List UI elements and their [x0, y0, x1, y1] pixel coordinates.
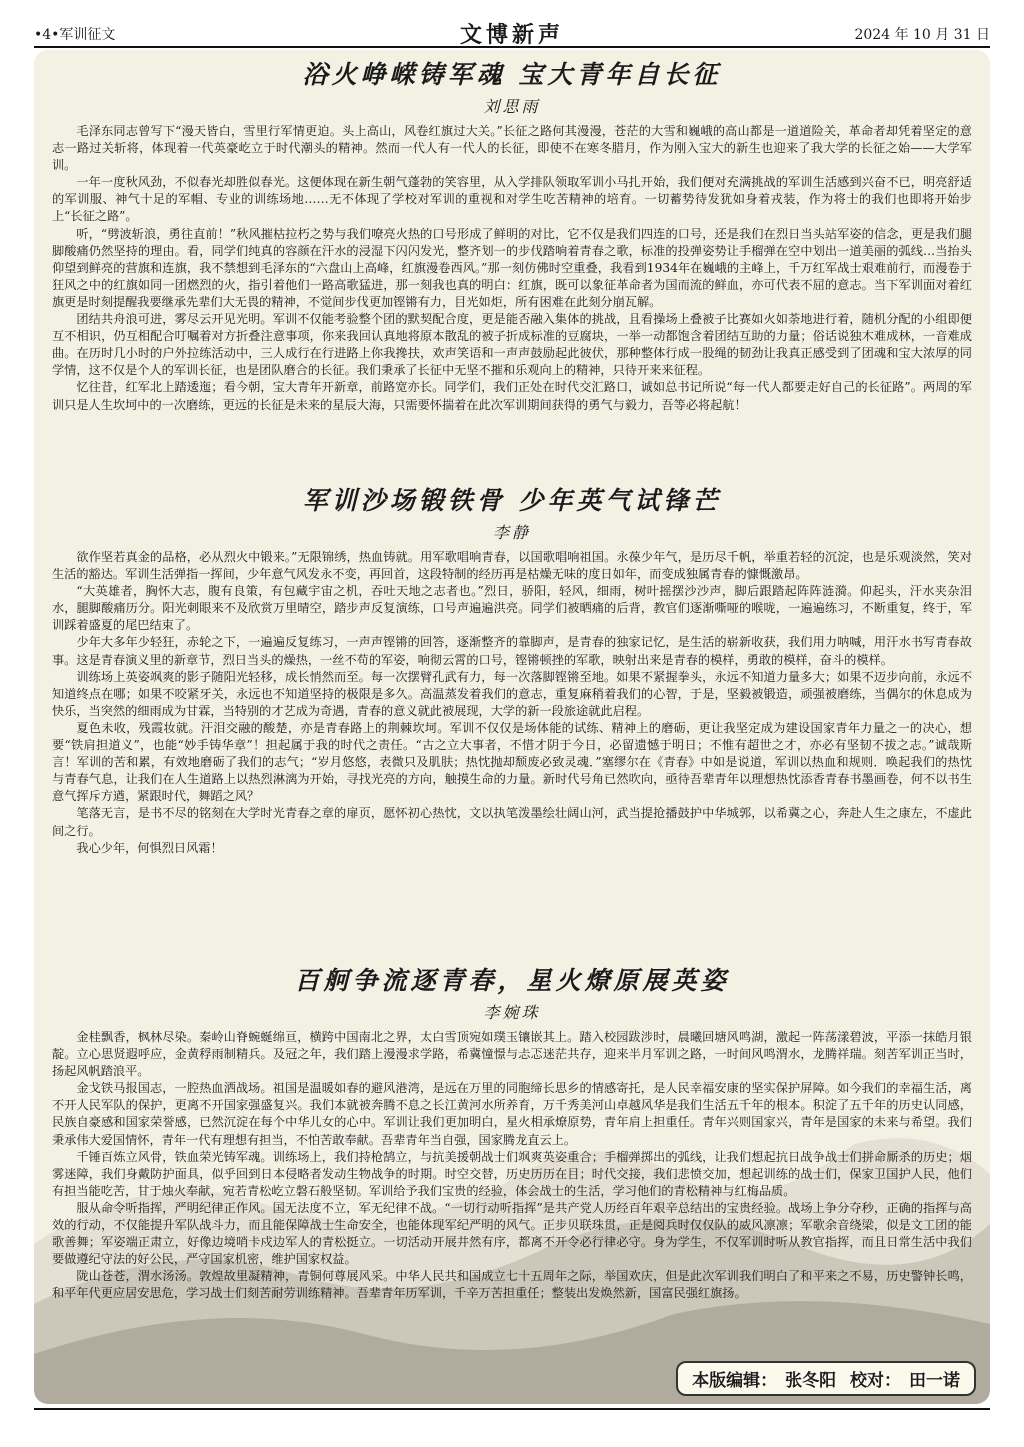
paragraph: 团结共舟浪可进，雾尽云开见光明。军训不仅能考验整个团的默契配合度，更是能否融入集体的挑战，且看操场上叠被子比赛如火如荼地进行着，随机分配的小组即便互不相识，仍互相配合叮嘱着对方折叠注意事项，你来我回认真地将原本散乱的被子折成标准的豆腐块，一举一动都饱含着团结互助的力量；俗话说独木难成林，一音难成曲。在历时几小时的户外拉练活动中，三人成行在行进路上你我搀扶，欢声笑语和一声声鼓励起此彼伏，那种整体行成一股绳的韧劲让我真正感受到了团魂和宝大浓厚的同学情，这不仅是个人的军训长征，也是团队磨合的长征。我们秉承了长征中无坚不摧和乐观向上的精神，只待开来来征程。: [52, 312, 972, 378]
content-panel: [34, 50, 990, 1404]
article-title: 百舸争流逐青春，星火燎原展英姿: [294, 966, 730, 995]
section-label: •4•军训征文: [34, 27, 116, 43]
paragraph: 听，“劈波斩浪，勇往直前！”秋风摧枯拉朽之势与我们嘹亮火热的口号形成了鲜明的对比，它不仅是我们四连的口号，还是我们在烈日当头站军姿的信念，更是我们腿脚酸痛仍然坚持的理由。看，同学们纯真的容颜在汗水的浸湿下闪闪发光，整齐划一的步伐踏响着青春之歌，标准的投弹姿势让手榴弹在空中划出一道美丽的弧线…当抬头仰望到鲜亮的营旗和连旗，我不禁想到毛泽东的“六盘山上高峰，红旗漫卷西风。”那一刻仿佛时空重叠，我看到1934年在巍峨的主峰上，千万红军战士艰难前行，而漫卷于狂风之中的红旗如同一团燃烈的火，指引着他们一路高歌猛进，那一刻我也真的明白：红旗，既可以象征革命者为国而流的鲜血，亦可代表不屈的意志。当下军训面对着红旗更是时刻提醒我要继承先辈们大无畏的精神，不觉间步伐更加铿锵有力，目光如炬，所有困难在此刻分崩瓦解。: [52, 226, 972, 309]
paragraph: 少年大多年少轻狂，赤轮之下，一遍遍反复练习，一声声铿锵的回答，逐渐整齐的靠脚声，是青春的独家记忆，是生活的崭新收获，我们用力呐喊，用汗水书写青春故事。这是青春演义里的新章节，烈日当头的燥热，一丝不苟的军姿，响彻云霄的口号，铿锵顿挫的军歌，映射出来是青春的模样，勇敢的模样，奋斗的模样。: [52, 635, 972, 667]
proof-label: 校对：: [850, 1371, 901, 1391]
editor-credit-box: [676, 1361, 976, 1396]
articles-area: [52, 58, 972, 1364]
article-body: [52, 1029, 972, 1303]
footer-rule: [34, 1408, 990, 1410]
page-header: [34, 18, 990, 46]
article-1: [52, 58, 972, 414]
paragraph: 金戈铁马报国志，一腔热血洒战场。祖国是温暖如春的避风港湾，是远在万里的同胞缔长思乡的情感寄托，是人民幸福安康的坚实保护屏障。如今我们的幸福生活，离不开人民军队的保护，更离不开国家强盛复兴。我们本就被奔腾不息之长江黄河水所养育，万千秀美河山卓越风华是我们生活五千年的根本。积淀了五千年的历史认同感，民族自豪感和国家荣誉感，已然沉淀在每个中华儿女的心中。军训让我们更加明白，星火相承燎原势，青年肩上担重任。青年兴则国家兴，青年是国家的未来与希望。我们秉承伟大爱国情怀，青年一代有理想有担当，不怕苦敢奉献。吾辈青年当自强，国家腾龙直云上。: [52, 1081, 972, 1147]
article-3: [52, 964, 972, 1303]
paragraph: 陇山苍苍，渭水汤汤。敦煌故里凝精神，青铜何尊展风采。中华人民共和国成立七十五周年之际，举国欢庆，但是此次军训我们明白了和平来之不易，历史警钟长鸣，和平年代更应居安思危，学习战士们刻苦耐劳训练精神。吾辈青年历军训，千辛万苦担重任；整装出发焕然新，国富民强红旗扬。: [52, 1269, 972, 1301]
header-rule: [34, 46, 990, 48]
article-body: [52, 549, 972, 857]
paragraph: 金桂飘香，枫林尽染。秦岭山脊蜿蜒绵亘，横跨中国南北之界，太白雪顶宛如璞玉镶嵌其上。踏入校园跋涉时，晨曦回塘风鸣湖，激起一阵荡漾碧波，平添一抹皓月银靛。立心思贤遐呼应，金黄稃雨制精兵。及冠之年，我们踏上漫漫求学路，希冀憧憬与忐忑迷茫共存，迎来半月军训之路，一时间风鸣渭水，龙腾祥瑞。刻苦军训正当时，扬起风帆踏浪平。: [52, 1030, 972, 1079]
article-author: 刘思雨: [483, 97, 541, 116]
paragraph: 训练场上英姿飒爽的影子随阳光轻移，成长悄然而至。每一次摆臂孔武有力，每一次落脚铿锵至地。如果不紧握拳头，永远不知道力量多大；如果不迈步向前，永远不知道终点在哪；如果不咬紧牙关，永远也不知道坚持的极限是多久。高温蒸发着我们的意志，重复麻稍着我们的心智，于是，坚毅被锻造，顽强被磨练，当偶尔的休息成为快乐，当突然的细雨成为甘霖，当特别的才艺成为奇遇，青春的意义就此被展现，大学的新一段旅途就此启程。: [52, 669, 972, 718]
article-body: [52, 123, 972, 414]
masthead-logo: 文博新声: [459, 22, 564, 48]
paragraph: 服从命令听指挥，严明纪律正作风。国无法度不立，军无纪律不战。“一切行动听指挥”是共产党人历经百年艰辛总结出的宝贵经验。战场上争分夺秒，正确的指挥与高效的行动，不仅能提升军队战斗力，而且能保障战士生命安全，也能体现军纪严明的风气。正步贝联珠贯，正是阅兵时仅仅队的威风凛凛；军歌余音绕梁，似是文工团的能歌善舞；军姿端正肃立，好像边境哨卡戍边军人的青松挺立。一切活动开展井然有序，都离不开令必行律必守。身为学生，不仅军训时听从教官指挥，而且日常生活中我们要做遵纪守法的好公民，严守国家机密，维护国家权益。: [52, 1200, 972, 1267]
paragraph: “大英雄者，胸怀大志，腹有良策，有包藏宇宙之机，吞吐天地之志者也。”烈日，骄阳，轻风，细雨，树叶摇摆沙沙声，脚后跟踏起阵阵涟漪。仰起头，汗水夹杂泪水，腿脚酸痛历分。阳光刺眼来不及欣赏万里晴空，踏步声反复演练，口号声遍遍洪亮。同学们被晒痛的后背，教官们逐渐嘶哑的喉咙，一遍遍练习，不断重复，终于，军训踩着盛夏的尾巴结束了。: [52, 584, 972, 633]
paragraph: 笔落无言，是书不尽的铭刻在大学时光青春之章的扉页，愿怀初心热忱，文以执笔泼墨绘壮阔山河，武当提抢播鼓护中华城郭，以希冀之心，奔赴人生之康左，不虚此间之行。: [52, 806, 972, 838]
paragraph: 忆往昔，红军北上踏逶迤；看今朝，宝大青年开新章，前路宽亦长。同学们，我们正处在时代交汇路口，诚如总书记所说“每一代人都要走好自己的长征路”。两周的军训只是人生坎坷中的一次磨练，更远的长征是未来的星辰大海，只需要怀揣着在此次军训期间获得的勇气与毅力，吾等必将起航！: [52, 380, 972, 412]
paragraph: 我心少年，何惧烈日风霜！: [76, 840, 223, 855]
article-2: [52, 484, 972, 857]
article-author: 李静: [492, 523, 531, 542]
issue-date: 2024 年 10 月 31 日: [854, 27, 990, 43]
paragraph: 夏色未收，残霞妆就。汗泪交融的酸楚，亦是青春路上的荆棘坎坷。军训不仅仅是场体能的试练、精神上的磨砺，更让我坚定成为建设国家青年力量之一的决心，想要“铁肩担道义”，也能“妙手铸华章”！担起属于我的时代之责任。“古之立大事者，不惜才阴于今日，必留遗憾于明日；不惟有超世之才，亦必有坚韧不拔之志。”诚哉斯言！军训的苦和累，有效地磨砺了我们的志气；“岁月悠悠，表微只及肌肤；热忱抛却颓废必致灵魂．”塞缪尔在《青春》中如是说道，军训以热血和规则．唤起我们的热忱与青春气息，让我们在人生道路上以热烈淋漓为开始，寻找光亮的方向，触摸生命的力量。新时代号角已然吹向，亟待吾辈青年以理想热忱添香青春书墨画卷，何不以书生意气挥斥方遒，紧跟时代，舞蹈之风？: [52, 720, 972, 804]
paragraph: 毛泽东同志曾写下“漫天皆白，雪里行军情更迫。头上高山，风卷红旗过大关。”长征之路何其漫漫，苍茫的大雪和巍峨的高山都是一道道险关，革命者却凭着坚定的意志一路过关斩将，体现着一代英豪屹立于时代潮头的精神。然而一代人有一代人的长征，即使不在寒冬腊月，作为刚入宝大的新生也迎来了我大学的长征之始——大学军训。: [52, 124, 972, 173]
proof-name: 田一诺: [909, 1371, 960, 1391]
editor-label: 本版编辑：: [692, 1371, 778, 1391]
paragraph: 一年一度秋风劲，不似春光却胜似春光。这便体现在新生朝气蓬勃的笑容里，从入学排队领取军训小马扎开始，我们便对充满挑战的军训生活感到兴奋不已，明亮舒适的军训服、神气十足的军帽、专业的训练场地……无不体现了学校对军训的重视和对学生吃苦精神的培育。一切蓄势待发犹如身着戎装，作为将士的我们也即将开始步上“长征之路”。: [52, 175, 972, 224]
paragraph: 千锤百炼立风骨，铁血荣光铸军魂。训练场上，我们持枪鹄立，与抗美援朝战士们飒爽英姿重合；手榴弹掷出的弧线，让我们想起抗日战争战士们拼命厮杀的历史；烟雾迷障，我们身戴防护面具，似乎回到日本侵略者发动生物战争的时期。时空交替，历史历历在目；时代交接，我们悲愤交加，想起训练的战士们，保家卫国护人民，他们有担当能吃苦，甘于烛火奉献，宛若青松屹立磐石般坚韧。军训给予我们宝贵的经验，体会战士的生活，学习他们的青松精神与红梅品质。: [52, 1149, 972, 1198]
editor-name: 张冬阳: [785, 1371, 837, 1391]
paragraph: 欲作坚若真金的品格，必从烈火中锻来。”无限锦绣，热血铸就。用军歌唱响青春，以国歌唱响祖国。永葆少年气，是历尽千帆，举重若轻的沉淀，也是乐观淡然，笑对生活的豁达。军训生活弹指一挥间，少年意气风发永不变，再回首，这段特制的经历再是枯燥无味的度日如年，而变成独属青春的慷慨激昂。: [52, 550, 972, 582]
article-title: 浴火峥嵘铸军魂 宝大青年自长征: [302, 60, 722, 89]
article-author: 李婉珠: [483, 1003, 541, 1022]
article-title: 军训沙场锻铁骨 少年英气试锋芒: [302, 486, 722, 515]
